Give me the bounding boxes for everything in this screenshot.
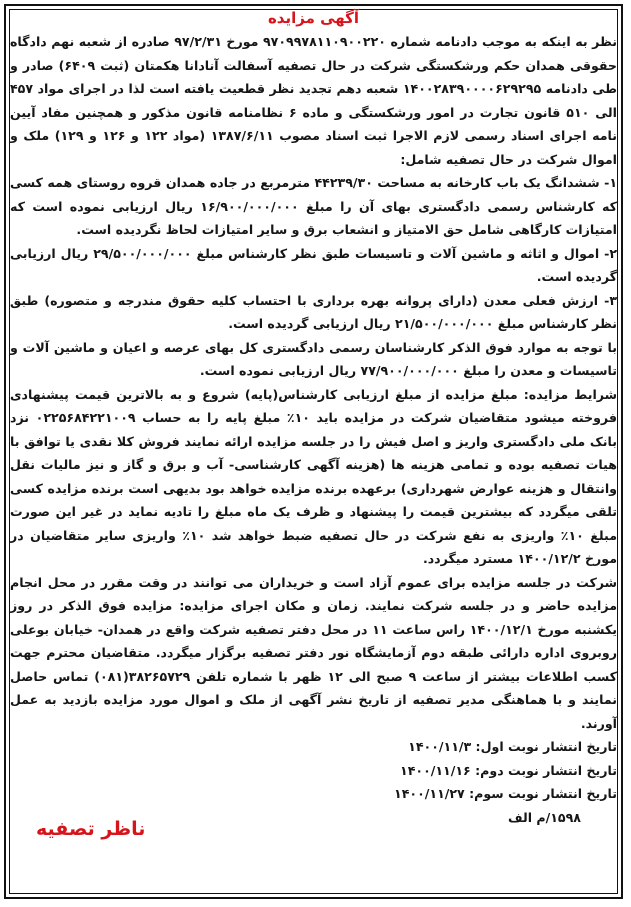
intro-paragraph: نظر به اینکه به موجب دادنامه شماره ۹۷۰۹۹۷۸۱۱۰۹۰۰۲۲۰ مورخ ۹۷/۲/۳۱ صادره از شعبه نهم دادگاه حقوقی همدان حکم ورشکستگی شرکت در حال تصفیه آسفالت آنادانا هکمتان (ثبت ۶۴۰۹) صادر و طی دادنامه ۱۴۰۰۲۸۳۹۰۰۰۰۶۲۹۲۹۵ شعبه دهم تجدید نظر قطعیت یافته است لذا در اجرای مواد ۴۵۷ الی ۵۱۰ قانون تجارت در امور ورشکستگی و ماده ۶ نظامنامه قانون مذکور و همچنین مفاد آیین نامه اجرای اسناد رسمی لازم الاجرا ثبت اسناد مصوب ۱۳۸۷/۶/۱۱ (مواد ۱۲۲ و ۱۲۶ و ۱۲۹) ملک و اموال شرکت در حال تصفیه شامل: — [10, 34, 617, 167]
publication-date-1: تاریخ انتشار نوبت اول: ۱۴۰۰/۱۱/۳ — [408, 739, 617, 754]
item-3-mine: ۳- ارزش فعلی معدن (دارای پروانه بهره برداری با احتساب کلیه حقوق مندرجه و متصوره) طبق نظر کارشناس مبلغ ۲۱/۵۰۰/۰۰۰/۰۰۰ ریال ارزیابی گردیده است. — [10, 292, 617, 331]
publication-dates — [10, 735, 617, 806]
document-number: ۱۵۹۸/م الف — [507, 809, 581, 825]
auction-conditions: شرایط مزایده: مبلغ مزایده از مبلغ ارزیابی کارشناس(پایه) شروع و به بالاترین قیمت پیشنهادی فروخته میشود متقاضیان شرکت در مزایده باید ۱۰٪ مبلغ پایه را به حساب ۰۲۲۵۶۸۴۲۲۱۰۰۹ نزد بانک ملی دادگستری واریز و اصل فیش را در جلسه مزایده ارائه نمایند فروش کلا نقدی یا توافق با هیات تصفیه بوده و تمامی هزینه ها (هزینه آگهی کارشناسی- آب و برق و گاز و نیز مالیات نقل وانتقال و هزینه عوارض شهرداری) برعهده برنده مزایده خواهد بود بدیهی است برنده مزایده کسی تلقی میگردد که بیشترین قیمت را پیشنهاد و ظرف یک ماه مبلغ را تادیه نماید در غیر این صورت مبلغ ۱۰٪ واریزی به نفع شرکت در حال تصفیه ضبط خواهد شد ۱۰٪ واریزی سایر متقاضیان در مورخ ۱۴۰۰/۱۲/۲ مسترد میگردد. — [10, 386, 617, 566]
notice-title: آگهی مزایده — [267, 9, 360, 27]
auction-notice — [10, 8, 617, 829]
signature-supervisor: ناظر تصفیه — [36, 818, 146, 840]
publication-date-3: تاریخ انتشار نوبت سوم: ۱۴۰۰/۱۱/۲۷ — [394, 786, 617, 801]
item-2-machinery: ۲- اموال و اثاثه و ماشین آلات و تاسیسات طبق نظر کارشناس مبلغ ۲۹/۵۰۰/۰۰۰/۰۰۰ ریال ارزیابی گردیده است. — [10, 245, 617, 284]
total-valuation: با توجه به موارد فوق الذکر کارشناسان رسمی دادگستری کل بهای عرصه و اعیان و ماشین آلات و تاسیسات و معدن را مبلغ ۷۷/۹۰۰/۰۰۰/۰۰۰ ریال ارزیابی نموده است. — [10, 339, 617, 378]
publication-date-2: تاریخ انتشار نوبت دوم: ۱۴۰۰/۱۱/۱۶ — [400, 762, 617, 778]
auction-time-place: شرکت در جلسه مزایده برای عموم آزاد است و خریداران می توانند در وقت مقرر در محل انجام مزایده حاضر و در جلسه شرکت نمایند. زمان و مکان اجرای مزایده: مزایده فوق الذکر در روز یکشنبه مورخ ۱۴۰۰/۱۲/۱ راس ساعت ۱۱ در محل دفتر تصفیه شرکت واقع در همدان- خیابان بوعلی روبروی اداره دارائی طبقه دوم آزمایشگاه نور دفتر تصفیه برگزار میگردد. متقاضیان محترم جهت کسب اطلاعات بیشتر از ساعت ۹ صبح الی ۱۲ ظهر با شماره تلفن ۳۸۲۶۵۷۲۹(۰۸۱) تماس حاصل نمایند و با هماهنگی مدیر تصفیه از تاریخ نشر آگهی از ملک و اموال مورد مزایده بازدید به عمل آورند. — [10, 574, 618, 731]
item-1-factory: ۱- ششدانگ یک باب کارخانه به مساحت ۴۴۲۳۹/۳۰ مترمربع در جاده همدان قروه روستای همه کسی که کارشناس رسمی دادگستری بهای آن را مبلغ ۱۶/۹۰۰/۰۰۰/۰۰۰ ریال ارزیابی نموده است که امتیازات کارگاهی شامل حق الامتیاز و انشعاب برق و سایر امتیازات لحاظ نگردیده است. — [10, 175, 617, 237]
